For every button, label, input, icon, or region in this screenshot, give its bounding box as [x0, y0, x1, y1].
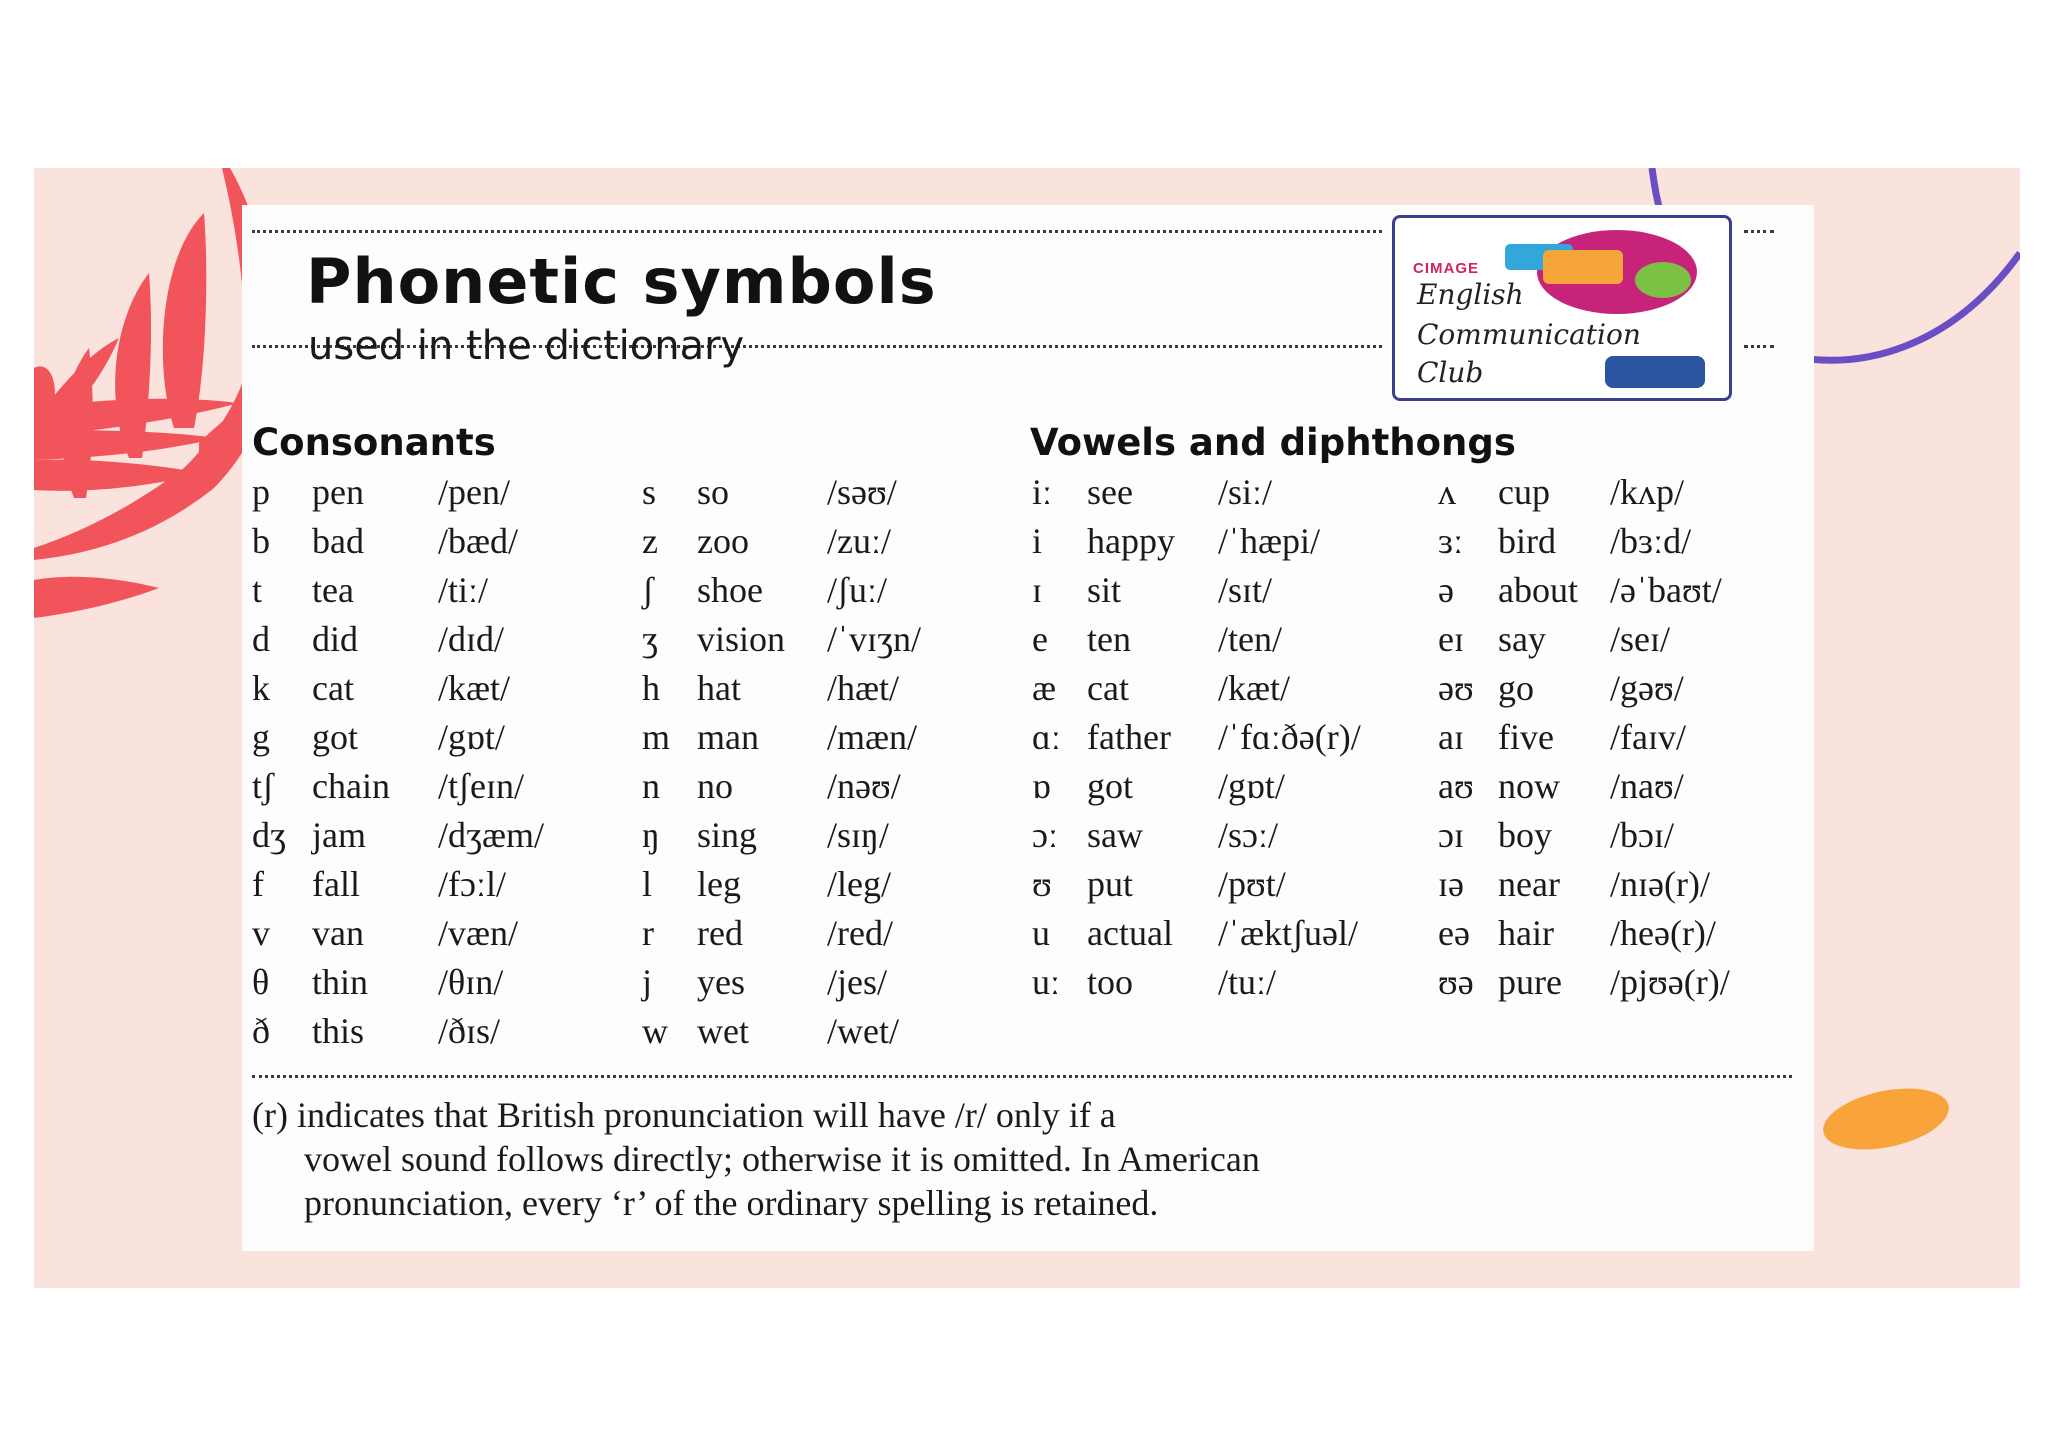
phoneme-row [1438, 618, 1808, 667]
slide [34, 168, 2020, 1288]
ipa-transcription: /zuː/ [827, 521, 891, 561]
example-word: ten [1087, 619, 1131, 659]
phoneme-symbol: əʊ [1438, 668, 1474, 708]
phoneme-row [1032, 765, 1432, 814]
ipa-transcription: /væn/ [438, 913, 519, 953]
ipa-transcription: /hæt/ [827, 668, 900, 708]
phoneme-row [252, 716, 632, 765]
phoneme-row [252, 667, 632, 716]
ipa-transcription: /nɪə(r)/ [1610, 864, 1710, 904]
ipa-transcription: /dʒæm/ [438, 815, 544, 855]
phoneme-row [642, 667, 1022, 716]
example-word: say [1498, 619, 1546, 659]
example-word: too [1087, 962, 1134, 1002]
page-subtitle: used in the dictionary [308, 323, 745, 369]
example-word: actual [1087, 913, 1173, 953]
phoneme-symbol: j [642, 962, 653, 1002]
phoneme-symbol: m [642, 717, 671, 757]
phoneme-row [642, 569, 1022, 618]
phoneme-row [642, 618, 1022, 667]
consonants-column-1 [252, 471, 632, 1059]
ipa-transcription: /tʃeɪn/ [438, 766, 524, 806]
ipa-transcription: /seɪ/ [1610, 619, 1670, 659]
example-word: five [1498, 717, 1554, 757]
phoneme-row [642, 814, 1022, 863]
phoneme-symbol: p [252, 472, 270, 512]
ipa-transcription: /tiː/ [438, 570, 489, 610]
example-word: chain [312, 766, 390, 806]
example-word: pure [1498, 962, 1562, 1002]
example-word: hair [1498, 913, 1554, 953]
example-word: happy [1087, 521, 1175, 561]
page-title: Phonetic symbols [306, 245, 937, 318]
ipa-transcription: /θɪn/ [438, 962, 504, 1002]
club-logo [1392, 215, 1732, 401]
ipa-transcription: /tuː/ [1218, 962, 1277, 1002]
phoneme-symbol: ɔɪ [1438, 815, 1464, 855]
phoneme-symbol: dʒ [252, 815, 286, 855]
phoneme-symbol: h [642, 668, 660, 708]
phoneme-row [1032, 618, 1432, 667]
phoneme-row [642, 471, 1022, 520]
phoneme-row [1438, 471, 1808, 520]
ipa-transcription: /jes/ [827, 962, 887, 1002]
phoneme-symbol: w [642, 1011, 668, 1051]
phoneme-row [1032, 520, 1432, 569]
ipa-transcription: /pʊt/ [1218, 864, 1286, 904]
example-word: got [1087, 766, 1134, 806]
example-word: saw [1087, 815, 1143, 855]
consonants-heading: Consonants [252, 421, 496, 464]
example-word: cup [1498, 472, 1550, 512]
ipa-transcription: /gɒt/ [438, 717, 505, 757]
ipa-transcription: /səʊ/ [827, 472, 897, 512]
phoneme-row [1032, 814, 1432, 863]
ipa-transcription: /nəʊ/ [827, 766, 901, 806]
example-word: cat [1087, 668, 1129, 708]
phoneme-symbol: e [1032, 619, 1048, 659]
divider-header-right [1744, 345, 1774, 348]
example-word: hat [697, 668, 741, 708]
phoneme-symbol: i [1032, 521, 1043, 561]
phoneme-symbol: k [252, 668, 270, 708]
logo-line-communication: Communication [1417, 318, 1641, 351]
phoneme-symbol: eə [1438, 913, 1470, 953]
phoneme-symbol: ʊə [1438, 962, 1474, 1002]
phoneme-symbol: z [642, 521, 658, 561]
example-word: fall [312, 864, 360, 904]
example-word: father [1087, 717, 1171, 757]
phoneme-symbol: ʃ [642, 570, 654, 610]
phoneme-symbol: ə [1438, 570, 1454, 610]
phoneme-row [1438, 863, 1808, 912]
phoneme-symbol: ɒ [1032, 766, 1051, 806]
ipa-transcription: /dɪd/ [438, 619, 505, 659]
phoneme-row [252, 863, 632, 912]
example-word: now [1498, 766, 1560, 806]
phoneme-symbol: u [1032, 913, 1050, 953]
phonetic-chart-card [242, 205, 1814, 1251]
example-word: red [697, 913, 743, 953]
phoneme-symbol: t [252, 570, 263, 610]
divider-top-right [1744, 230, 1774, 233]
example-word: bird [1498, 521, 1556, 561]
example-word: zoo [697, 521, 749, 561]
phoneme-row [642, 1010, 1022, 1059]
phoneme-row [252, 1010, 632, 1059]
divider-bottom [252, 1075, 1792, 1078]
example-word: sit [1087, 570, 1122, 610]
ipa-transcription: /kʌp/ [1610, 472, 1685, 512]
phoneme-symbol: ʌ [1438, 472, 1456, 512]
phoneme-symbol: v [252, 913, 270, 953]
ipa-transcription: /pen/ [438, 472, 510, 512]
ipa-transcription: /ten/ [1218, 619, 1282, 659]
footnote [252, 1093, 1452, 1225]
phoneme-symbol: tʃ [252, 766, 274, 806]
ipa-transcription: /mæn/ [827, 717, 918, 757]
example-word: so [697, 472, 730, 512]
phoneme-symbol: ɪə [1438, 864, 1464, 904]
example-word: put [1087, 864, 1134, 904]
example-word: bad [312, 521, 364, 561]
example-word: go [1498, 668, 1534, 708]
phoneme-symbol: d [252, 619, 270, 659]
phoneme-row [1438, 961, 1808, 1010]
phoneme-row [642, 716, 1022, 765]
phoneme-row [1032, 471, 1432, 520]
example-word: tea [312, 570, 354, 610]
ipa-transcription: /gəʊ/ [1610, 668, 1684, 708]
example-word: wet [697, 1011, 749, 1051]
phoneme-symbol: ð [252, 1011, 270, 1051]
example-word: boy [1498, 815, 1552, 855]
phoneme-row [1438, 716, 1808, 765]
example-word: no [697, 766, 733, 806]
phoneme-row [252, 961, 632, 1010]
phoneme-row [252, 765, 632, 814]
phoneme-row [642, 765, 1022, 814]
example-word: jam [312, 815, 366, 855]
phoneme-row [642, 863, 1022, 912]
ipa-transcription: /bɜːd/ [1610, 521, 1692, 561]
phoneme-row [642, 520, 1022, 569]
phoneme-symbol: b [252, 521, 270, 561]
example-word: got [312, 717, 359, 757]
ipa-transcription: /kæt/ [438, 668, 511, 708]
footnote-line-1: (r) indicates that British pronunciation will have /r/ only if a [252, 1095, 1116, 1135]
phoneme-symbol: ʒ [642, 619, 658, 659]
phoneme-symbol: l [642, 864, 653, 904]
phoneme-row [1032, 716, 1432, 765]
example-word: shoe [697, 570, 763, 610]
phoneme-symbol: iː [1032, 472, 1053, 512]
footnote-line-3: pronunciation, every ‘r’ of the ordinary spelling is retained. [304, 1183, 1159, 1223]
phoneme-row [1438, 912, 1808, 961]
ipa-transcription: /fɔːl/ [438, 864, 506, 904]
example-word: did [312, 619, 359, 659]
phoneme-row [1438, 667, 1808, 716]
ipa-transcription: /ðɪs/ [438, 1011, 501, 1051]
example-word: cat [312, 668, 354, 708]
example-word: near [1498, 864, 1560, 904]
phoneme-row [252, 618, 632, 667]
ipa-transcription: /pjʊə(r)/ [1610, 962, 1730, 1002]
ipa-transcription: /naʊ/ [1610, 766, 1684, 806]
phoneme-row [252, 569, 632, 618]
ipa-transcription: /kæt/ [1218, 668, 1291, 708]
ipa-transcription: /ˈfɑːðə(r)/ [1218, 717, 1361, 757]
phoneme-row [1438, 569, 1808, 618]
vowels-heading: Vowels and diphthongs [1030, 421, 1516, 464]
phoneme-row [252, 471, 632, 520]
example-word: van [312, 913, 364, 953]
phoneme-symbol: ŋ [642, 815, 660, 855]
ipa-transcription: /ʃuː/ [827, 570, 887, 610]
ipa-transcription: /siː/ [1218, 472, 1273, 512]
ipa-transcription: /gɒt/ [1218, 766, 1285, 806]
ipa-transcription: /sɪt/ [1218, 570, 1273, 610]
phoneme-symbol: ɪ [1032, 570, 1043, 610]
logo-line-english: English [1417, 278, 1524, 311]
vowels-column-2 [1438, 471, 1808, 1010]
phoneme-row [1438, 814, 1808, 863]
phoneme-symbol: aɪ [1438, 717, 1464, 757]
phoneme-row [252, 814, 632, 863]
phoneme-symbol: æ [1032, 668, 1057, 708]
phoneme-symbol: uː [1032, 962, 1061, 1002]
phoneme-symbol: ɜː [1438, 521, 1464, 561]
phoneme-symbol: ɔː [1032, 815, 1058, 855]
example-word: leg [697, 864, 741, 904]
ipa-transcription: /red/ [827, 913, 893, 953]
ipa-transcription: /ˈvɪʒn/ [827, 619, 921, 659]
ipa-transcription: /leg/ [827, 864, 891, 904]
footnote-line-2: vowel sound follows directly; otherwise it is omitted. In American [304, 1139, 1260, 1179]
example-word: vision [697, 619, 786, 659]
phoneme-symbol: ʊ [1032, 864, 1052, 904]
ipa-transcription: /sɔː/ [1218, 815, 1278, 855]
ipa-transcription: /bæd/ [438, 521, 519, 561]
logo-line-club: Club [1417, 356, 1484, 389]
ipa-transcription: /wet/ [827, 1011, 899, 1051]
phoneme-row [1032, 667, 1432, 716]
vowels-column-1 [1032, 471, 1432, 1010]
ipa-transcription: /heə(r)/ [1610, 913, 1716, 953]
phoneme-symbol: g [252, 717, 270, 757]
phoneme-row [642, 912, 1022, 961]
phoneme-symbol: aʊ [1438, 766, 1474, 806]
ipa-transcription: /bɔɪ/ [1610, 815, 1674, 855]
phoneme-symbol: n [642, 766, 660, 806]
phoneme-row [642, 961, 1022, 1010]
phoneme-symbol: θ [252, 962, 270, 1002]
phoneme-row [1438, 765, 1808, 814]
phoneme-row [1032, 961, 1432, 1010]
coral-leaf-decoration [34, 168, 277, 618]
ipa-transcription: /faɪv/ [1610, 717, 1686, 757]
example-word: man [697, 717, 759, 757]
ipa-transcription: /sɪŋ/ [827, 815, 889, 855]
phoneme-row [1032, 912, 1432, 961]
example-word: thin [312, 962, 369, 1002]
consonants-column-2 [642, 471, 1022, 1059]
logo-brand-text: CIMAGE [1413, 260, 1479, 277]
phoneme-symbol: s [642, 472, 657, 512]
example-word: this [312, 1011, 365, 1051]
example-word: see [1087, 472, 1133, 512]
ipa-transcription: /ˈhæpi/ [1218, 521, 1321, 561]
example-word: sing [697, 815, 758, 855]
phoneme-row [1032, 569, 1432, 618]
ipa-transcription: /ˈæktʃuəl/ [1218, 913, 1358, 953]
phoneme-symbol: r [642, 913, 654, 953]
phoneme-row [1032, 863, 1432, 912]
example-word: pen [312, 472, 364, 512]
divider-top-left [252, 230, 1382, 233]
phoneme-row [1438, 520, 1808, 569]
phoneme-row [252, 912, 632, 961]
phoneme-symbol: f [252, 864, 264, 904]
phoneme-symbol: eɪ [1438, 619, 1464, 659]
phoneme-row [252, 520, 632, 569]
orange-blob-decoration [1818, 1078, 1955, 1159]
example-word: about [1498, 570, 1578, 610]
ipa-transcription: /əˈbaʊt/ [1610, 570, 1722, 610]
phoneme-symbol: ɑː [1032, 717, 1061, 757]
example-word: yes [697, 962, 745, 1002]
